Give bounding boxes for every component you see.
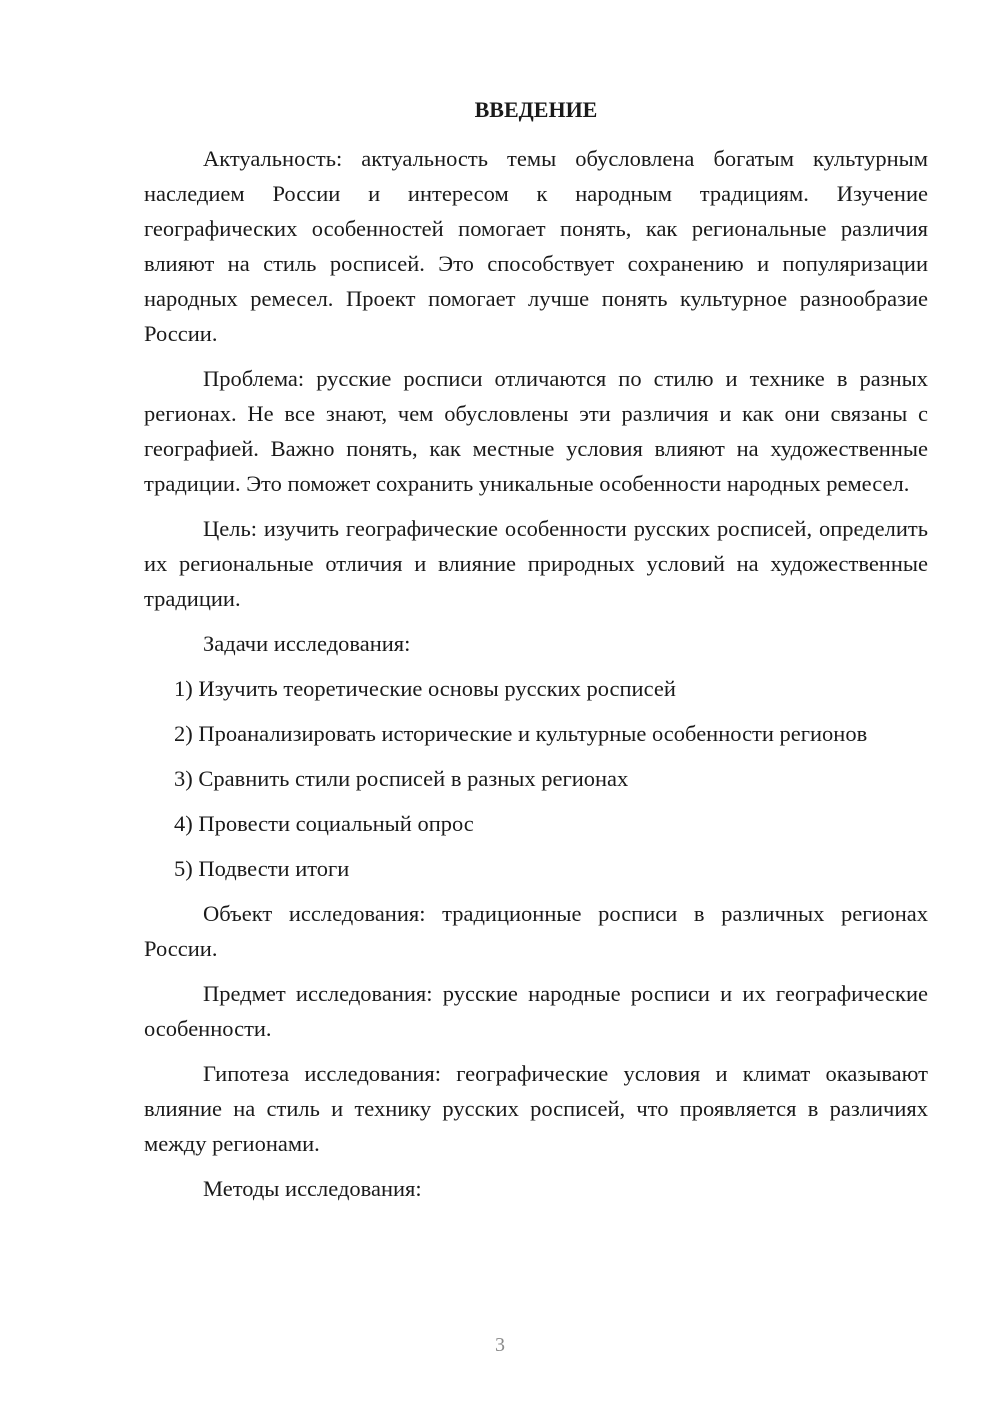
task-item: 5) Подвести итоги [174,856,350,881]
page-title: ВВЕДЕНИЕ [474,97,598,122]
task-item: 2) Проанализировать исторические и культурные особенности регионов [174,721,868,746]
problem-paragraph: Проблема: русские росписи отличаются по стилю и технике в разных регионах. Не все знают, чем обусловлены эти различия и как они связаны с географией. Важно понять, как местные условия влияют на художественные традиции. Это поможет сохранить уникальные особенности народных ремесел. [144,366,928,496]
task-item: 1) Изучить теоретические основы русских росписей [174,676,676,701]
relevance-paragraph: Актуальность: актуальность темы обусловлена богатым культурным наследием России и интересом к народным традициям. Изучение географических особенностей помогает понять, как региональные различия влияют на стиль росписей. Это способствует сохранению и популяризации народных ремесел. Проект помогает лучше понять культурное разнообразие России. [144,146,928,346]
goal-paragraph: Цель: изучить географические особенности русских росписей, определить их региональные отличия и влияние природных условий на художественные традиции. [144,516,928,611]
tasks-heading: Задачи исследования: [203,631,411,656]
hypothesis-paragraph: Гипотеза исследования: географические условия и климат оказывают влияние на стиль и технику русских росписей, что проявляется в различиях между регионами. [144,1061,928,1156]
page-number: 3 [495,1334,505,1356]
task-item: 4) Провести социальный опрос [174,811,474,836]
methods-heading: Методы исследования: [203,1176,422,1201]
task-item: 3) Сравнить стили росписей в разных регионах [174,766,629,791]
subject-paragraph: Предмет исследования: русские народные росписи и их географические особенности. [144,981,928,1041]
object-paragraph: Объект исследования: традиционные росписи в различных регионах России. [144,901,928,961]
document-page [144,92,928,1216]
